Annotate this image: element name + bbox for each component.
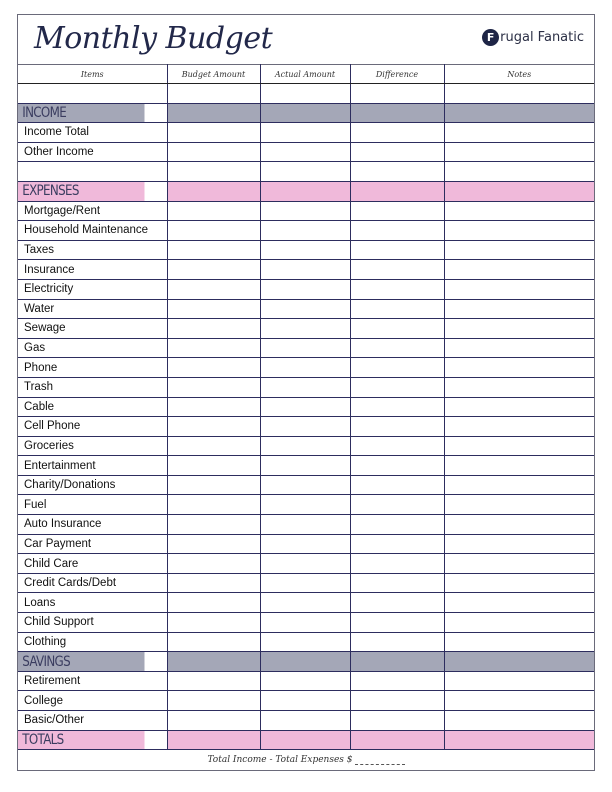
difference-cell[interactable] — [350, 652, 444, 672]
notes-cell[interactable] — [444, 632, 594, 652]
actual-amount-cell[interactable] — [260, 613, 350, 633]
budget-table — [18, 64, 594, 750]
blank-row — [18, 84, 594, 104]
column-header-actual-amount: Actual Amount — [260, 65, 350, 84]
budget-amount-cell[interactable] — [167, 573, 260, 593]
section-label: INCOME — [18, 103, 145, 123]
budget-amount-cell[interactable] — [167, 299, 260, 319]
section-row-income — [18, 103, 594, 123]
budget-amount-cell — [167, 162, 260, 182]
difference-cell[interactable] — [350, 221, 444, 241]
actual-amount-cell[interactable] — [260, 201, 350, 221]
notes-cell[interactable] — [444, 456, 594, 476]
item-label: Groceries — [18, 436, 167, 456]
table-row — [18, 554, 594, 574]
actual-amount-cell — [260, 162, 350, 182]
item-label: Household Maintenance — [18, 221, 167, 241]
notes-cell[interactable] — [444, 299, 594, 319]
difference-cell[interactable] — [350, 142, 444, 162]
notes-cell[interactable] — [444, 319, 594, 339]
table-row — [18, 123, 594, 143]
budget-amount-cell[interactable] — [167, 554, 260, 574]
budget-amount-cell[interactable] — [167, 201, 260, 221]
difference-cell[interactable] — [350, 534, 444, 554]
difference-cell[interactable] — [350, 475, 444, 495]
section-row-savings — [18, 652, 594, 672]
budget-amount-cell[interactable] — [167, 221, 260, 241]
difference-cell[interactable] — [350, 181, 444, 201]
budget-amount-cell[interactable] — [167, 260, 260, 280]
difference-cell[interactable] — [350, 201, 444, 221]
table-row — [18, 240, 594, 260]
budget-amount-cell[interactable] — [167, 123, 260, 143]
item-label: Taxes — [18, 240, 167, 260]
notes-cell[interactable] — [444, 671, 594, 691]
item-label: Basic/Other — [18, 711, 167, 731]
notes-cell[interactable] — [444, 495, 594, 515]
item-label: Water — [18, 299, 167, 319]
item-label: Cell Phone — [18, 417, 167, 437]
actual-amount-cell[interactable] — [260, 456, 350, 476]
item-label: Electricity — [18, 279, 167, 299]
notes-cell[interactable] — [444, 417, 594, 437]
item-label: Phone — [18, 358, 167, 378]
difference-cell[interactable] — [350, 671, 444, 691]
notes-cell[interactable] — [444, 358, 594, 378]
notes-cell[interactable] — [444, 613, 594, 633]
budget-amount-cell — [167, 84, 260, 104]
table-row — [18, 201, 594, 221]
difference-cell[interactable] — [350, 554, 444, 574]
budget-amount-cell[interactable] — [167, 671, 260, 691]
budget-amount-cell[interactable] — [167, 279, 260, 299]
notes-cell[interactable] — [444, 338, 594, 358]
budget-amount-cell[interactable] — [167, 691, 260, 711]
item-label: Other Income — [18, 142, 167, 162]
column-header-items: Items — [18, 65, 167, 84]
table-row — [18, 573, 594, 593]
item-label: Charity/Donations — [18, 475, 167, 495]
table-row — [18, 691, 594, 711]
column-header-difference: Difference — [350, 65, 444, 84]
table-row — [18, 417, 594, 437]
difference-cell[interactable] — [350, 319, 444, 339]
budget-amount-cell[interactable] — [167, 613, 260, 633]
budget-amount-cell[interactable] — [167, 534, 260, 554]
budget-amount-cell[interactable] — [167, 397, 260, 417]
table-row — [18, 260, 594, 280]
notes-cell[interactable] — [444, 573, 594, 593]
actual-amount-cell[interactable] — [260, 103, 350, 123]
table-row — [18, 711, 594, 731]
table-row — [18, 436, 594, 456]
difference-cell[interactable] — [350, 456, 444, 476]
actual-amount-cell[interactable] — [260, 691, 350, 711]
item-label: Fuel — [18, 495, 167, 515]
table-row — [18, 495, 594, 515]
budget-amount-cell[interactable] — [167, 417, 260, 437]
actual-amount-cell[interactable] — [260, 123, 350, 143]
column-header-notes: Notes — [444, 65, 594, 84]
notes-cell[interactable] — [444, 377, 594, 397]
notes-cell[interactable] — [444, 711, 594, 731]
table-row — [18, 319, 594, 339]
item-label: Clothing — [18, 632, 167, 652]
item-label: Insurance — [18, 260, 167, 280]
notes-cell — [444, 84, 594, 104]
actual-amount-cell[interactable] — [260, 377, 350, 397]
difference-cell[interactable] — [350, 613, 444, 633]
table-row — [18, 221, 594, 241]
actual-amount-cell[interactable] — [260, 652, 350, 672]
difference-cell[interactable] — [350, 240, 444, 260]
section-label: EXPENSES — [18, 181, 145, 201]
table-row — [18, 377, 594, 397]
table-row — [18, 279, 594, 299]
difference-cell[interactable] — [350, 417, 444, 437]
section-row-expenses — [18, 181, 594, 201]
notes-cell[interactable] — [444, 181, 594, 201]
notes-cell[interactable] — [444, 534, 594, 554]
difference-cell[interactable] — [350, 338, 444, 358]
difference-cell[interactable] — [350, 691, 444, 711]
budget-amount-cell[interactable] — [167, 593, 260, 613]
actual-amount-cell[interactable] — [260, 417, 350, 437]
notes-cell[interactable] — [444, 730, 594, 750]
blank-row — [18, 162, 594, 182]
budget-amount-cell[interactable] — [167, 377, 260, 397]
table-row — [18, 534, 594, 554]
notes-cell[interactable] — [444, 652, 594, 672]
budget-amount-cell[interactable] — [167, 495, 260, 515]
difference-cell[interactable] — [350, 103, 444, 123]
difference-cell[interactable] — [350, 299, 444, 319]
budget-amount-cell[interactable] — [167, 358, 260, 378]
actual-amount-cell[interactable] — [260, 240, 350, 260]
actual-amount-cell[interactable] — [260, 279, 350, 299]
budget-amount-cell[interactable] — [167, 652, 260, 672]
actual-amount-cell[interactable] — [260, 181, 350, 201]
actual-amount-cell[interactable] — [260, 671, 350, 691]
actual-amount-cell[interactable] — [260, 593, 350, 613]
difference-cell[interactable] — [350, 632, 444, 652]
notes-cell[interactable] — [444, 554, 594, 574]
table-row — [18, 299, 594, 319]
actual-amount-cell[interactable] — [260, 299, 350, 319]
budget-amount-cell[interactable] — [167, 456, 260, 476]
actual-amount-cell[interactable] — [260, 495, 350, 515]
totals-formula-text: Total Income - Total Expenses $ — [207, 755, 353, 765]
table-row — [18, 593, 594, 613]
total-amount-blank[interactable] — [355, 755, 405, 765]
actual-amount-cell[interactable] — [260, 319, 350, 339]
item-label — [18, 84, 167, 104]
item-label: Car Payment — [18, 534, 167, 554]
brand-name: rugal Fanatic — [500, 30, 584, 45]
item-label: Sewage — [18, 319, 167, 339]
notes-cell[interactable] — [444, 475, 594, 495]
item-label: Loans — [18, 593, 167, 613]
budget-amount-cell[interactable] — [167, 515, 260, 535]
table-row — [18, 142, 594, 162]
budget-amount-cell[interactable] — [167, 142, 260, 162]
difference-cell[interactable] — [350, 436, 444, 456]
actual-amount-cell[interactable] — [260, 358, 350, 378]
item-label: Child Support — [18, 613, 167, 633]
difference-cell[interactable] — [350, 279, 444, 299]
table-row — [18, 358, 594, 378]
notes-cell[interactable] — [444, 593, 594, 613]
table-row — [18, 671, 594, 691]
notes-cell[interactable] — [444, 103, 594, 123]
difference-cell[interactable] — [350, 573, 444, 593]
item-label: Entertainment — [18, 456, 167, 476]
section-label: TOTALS — [18, 730, 145, 750]
budget-amount-cell[interactable] — [167, 730, 260, 750]
budget-amount-cell[interactable] — [167, 319, 260, 339]
notes-cell[interactable] — [444, 436, 594, 456]
item-label: Mortgage/Rent — [18, 201, 167, 221]
page-title: Monthly Budget — [34, 21, 273, 56]
budget-amount-cell[interactable] — [167, 436, 260, 456]
item-label: Auto Insurance — [18, 515, 167, 535]
difference-cell — [350, 162, 444, 182]
item-label: Cable — [18, 397, 167, 417]
actual-amount-cell[interactable] — [260, 260, 350, 280]
notes-cell[interactable] — [444, 240, 594, 260]
difference-cell[interactable] — [350, 730, 444, 750]
table-row — [18, 632, 594, 652]
notes-cell[interactable] — [444, 123, 594, 143]
table-row — [18, 515, 594, 535]
difference-cell[interactable] — [350, 515, 444, 535]
item-label — [18, 162, 167, 182]
budget-amount-cell[interactable] — [167, 475, 260, 495]
difference-cell[interactable] — [350, 593, 444, 613]
column-header-row — [18, 65, 594, 84]
difference-cell[interactable] — [350, 711, 444, 731]
difference-cell[interactable] — [350, 397, 444, 417]
notes-cell[interactable] — [444, 397, 594, 417]
actual-amount-cell[interactable] — [260, 711, 350, 731]
notes-cell[interactable] — [444, 221, 594, 241]
difference-cell — [350, 84, 444, 104]
item-label: Child Care — [18, 554, 167, 574]
notes-cell[interactable] — [444, 691, 594, 711]
budget-amount-cell[interactable] — [167, 632, 260, 652]
item-label: Trash — [18, 377, 167, 397]
table-row — [18, 397, 594, 417]
frugal-fanatic-logo-icon: F — [482, 29, 499, 46]
item-label: Credit Cards/Debt — [18, 573, 167, 593]
notes-cell[interactable] — [444, 515, 594, 535]
actual-amount-cell[interactable] — [260, 730, 350, 750]
actual-amount-cell[interactable] — [260, 338, 350, 358]
actual-amount-cell[interactable] — [260, 142, 350, 162]
item-label: Retirement — [18, 671, 167, 691]
brand-logo — [482, 29, 584, 46]
notes-cell[interactable] — [444, 142, 594, 162]
item-label: Income Total — [18, 123, 167, 143]
table-row — [18, 338, 594, 358]
actual-amount-cell[interactable] — [260, 475, 350, 495]
notes-cell[interactable] — [444, 201, 594, 221]
totals-formula — [18, 750, 594, 770]
notes-cell[interactable] — [444, 260, 594, 280]
difference-cell[interactable] — [350, 495, 444, 515]
item-label: Gas — [18, 338, 167, 358]
budget-amount-cell[interactable] — [167, 711, 260, 731]
difference-cell[interactable] — [350, 260, 444, 280]
column-header-budget-amount: Budget Amount — [167, 65, 260, 84]
budget-amount-cell[interactable] — [167, 103, 260, 123]
difference-cell[interactable] — [350, 358, 444, 378]
budget-sheet — [17, 14, 595, 771]
difference-cell[interactable] — [350, 123, 444, 143]
actual-amount-cell[interactable] — [260, 632, 350, 652]
section-label: SAVINGS — [18, 652, 145, 672]
difference-cell[interactable] — [350, 377, 444, 397]
section-row-totals — [18, 730, 594, 750]
actual-amount-cell[interactable] — [260, 397, 350, 417]
table-row — [18, 456, 594, 476]
table-row — [18, 475, 594, 495]
actual-amount-cell — [260, 84, 350, 104]
actual-amount-cell[interactable] — [260, 573, 350, 593]
table-row — [18, 613, 594, 633]
item-label: College — [18, 691, 167, 711]
actual-amount-cell[interactable] — [260, 515, 350, 535]
actual-amount-cell[interactable] — [260, 554, 350, 574]
budget-amount-cell[interactable] — [167, 181, 260, 201]
budget-amount-cell[interactable] — [167, 338, 260, 358]
notes-cell — [444, 162, 594, 182]
actual-amount-cell[interactable] — [260, 534, 350, 554]
budget-amount-cell[interactable] — [167, 240, 260, 260]
notes-cell[interactable] — [444, 279, 594, 299]
actual-amount-cell[interactable] — [260, 436, 350, 456]
actual-amount-cell[interactable] — [260, 221, 350, 241]
